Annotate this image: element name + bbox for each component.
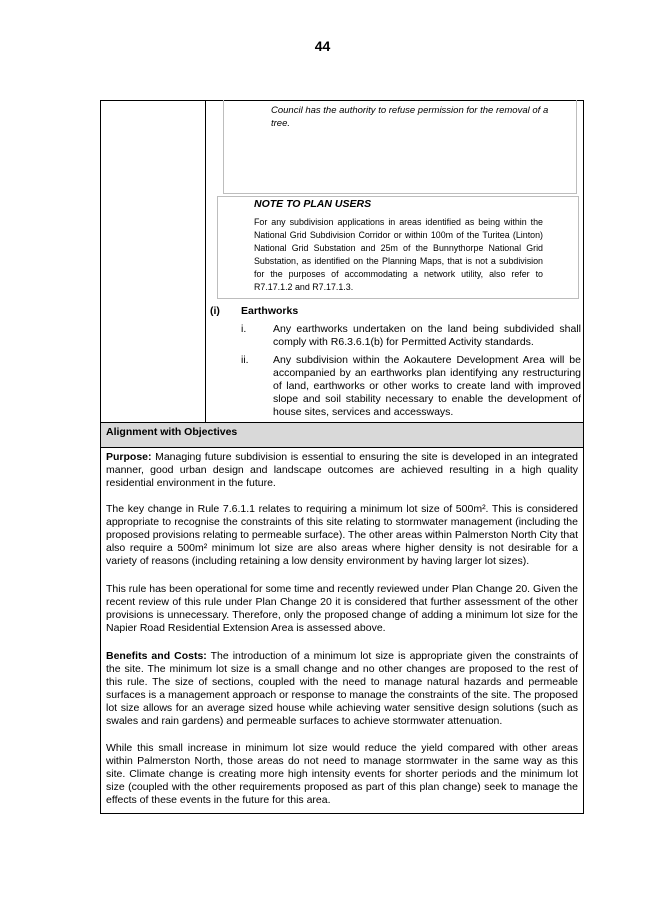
- item-text: Any subdivision within the Aokautere Development Area will be accompanied by an earthworks plan identifying any restructuring of land, earthworks or other works to create land with improved slope and soil stability necessary to enable the development of house sites, services and accessways.: [273, 354, 581, 418]
- item-marker: ii.: [241, 354, 249, 366]
- earthworks-number: (i): [210, 305, 220, 317]
- section-heading-band: [101, 422, 583, 448]
- purpose-paragraph: [106, 451, 578, 490]
- benefits-text: The introduction of a minimum lot size is appropriate given the constraints of the site. The minimum lot size is a small change and no other changes are proposed to the rest of this rule. The size of sections, coupled with the need to manage natural hazards and permeable surfaces is a management approach or response to manage the constraints of the site. The proposed lot size allows for an average sized house while achieving water sensitive design solutions (such as swales and rain gardens) and permeable surfaces to achieve stormwater attenuation.: [106, 650, 578, 727]
- section-heading: Alignment with Objectives: [106, 426, 238, 438]
- continuation-box: [223, 100, 577, 194]
- paragraph: The key change in Rule 7.6.1.1 relates to requiring a minimum lot size of 500m². This is considered appropriate to recognise the constraints of this site relating to stormwater management (including the proposed provisions relating to permeable surface). The other areas within Palmerston North City that also require a 500m² minimum lot size are also areas where higher density is not desirable for a variety of reasons (including retaining a low density environment by having larger lot sizes).: [106, 503, 578, 567]
- continuation-text: Council has the authority to refuse permission for the removal of a tree.: [271, 105, 549, 129]
- earthworks-item: [241, 323, 581, 349]
- purpose-text: Managing future subdivision is essential to ensuring the site is developed in an integrated manner, good urban design and landscape outcomes are achieved resulting in a high quality residential environment in the future.: [106, 451, 578, 489]
- column-divider: [205, 101, 206, 422]
- item-text: Any earthworks undertaken on the land being subdivided shall comply with R6.3.6.1(b) for Permitted Activity standards.: [273, 323, 581, 348]
- document-table: [100, 100, 584, 814]
- benefits-label: Benefits and Costs:: [106, 650, 207, 662]
- earthworks-title: Earthworks: [241, 305, 299, 317]
- page-number: 44: [314, 38, 331, 54]
- note-title: NOTE TO PLAN USERS: [254, 198, 372, 210]
- note-to-plan-users-box: [217, 196, 579, 299]
- note-body: For any subdivision applications in areas identified as being within the National Grid Subdivision Corridor or within 100m of the Turitea (Linton) National Grid Substation and 25m of the Bunnythorpe National Grid Substation, as identified on the Planning Maps, that is not a subdivision for the purposes of accommodating a network utility, also refer to R7.17.1.2 and R7.17.1.3.: [254, 217, 543, 292]
- benefits-paragraph: [106, 650, 578, 728]
- item-marker: i.: [241, 323, 247, 335]
- paragraph: This rule has been operational for some time and recently reviewed under Plan Change 20. Given the recent review of this rule under Plan Change 20 it is considered that further assessment of the other provisions is unnecessary. Therefore, only the proposed change of adding a minimum lot size for the Napier Road Residential Extension Area is assessed above.: [106, 583, 578, 634]
- earthworks-item: [241, 354, 581, 419]
- paragraph: While this small increase in minimum lot size would reduce the yield compared with other areas within Palmerston North, those areas do not need to manage stormwater in the same way as this site. Climate change is creating more high intensity events for shorter periods and the minimum lot size (coupled with the other requirements proposed as part of this plan change) seek to manage the effects of these events in the future for this area.: [106, 742, 578, 806]
- purpose-label: Purpose:: [106, 451, 152, 463]
